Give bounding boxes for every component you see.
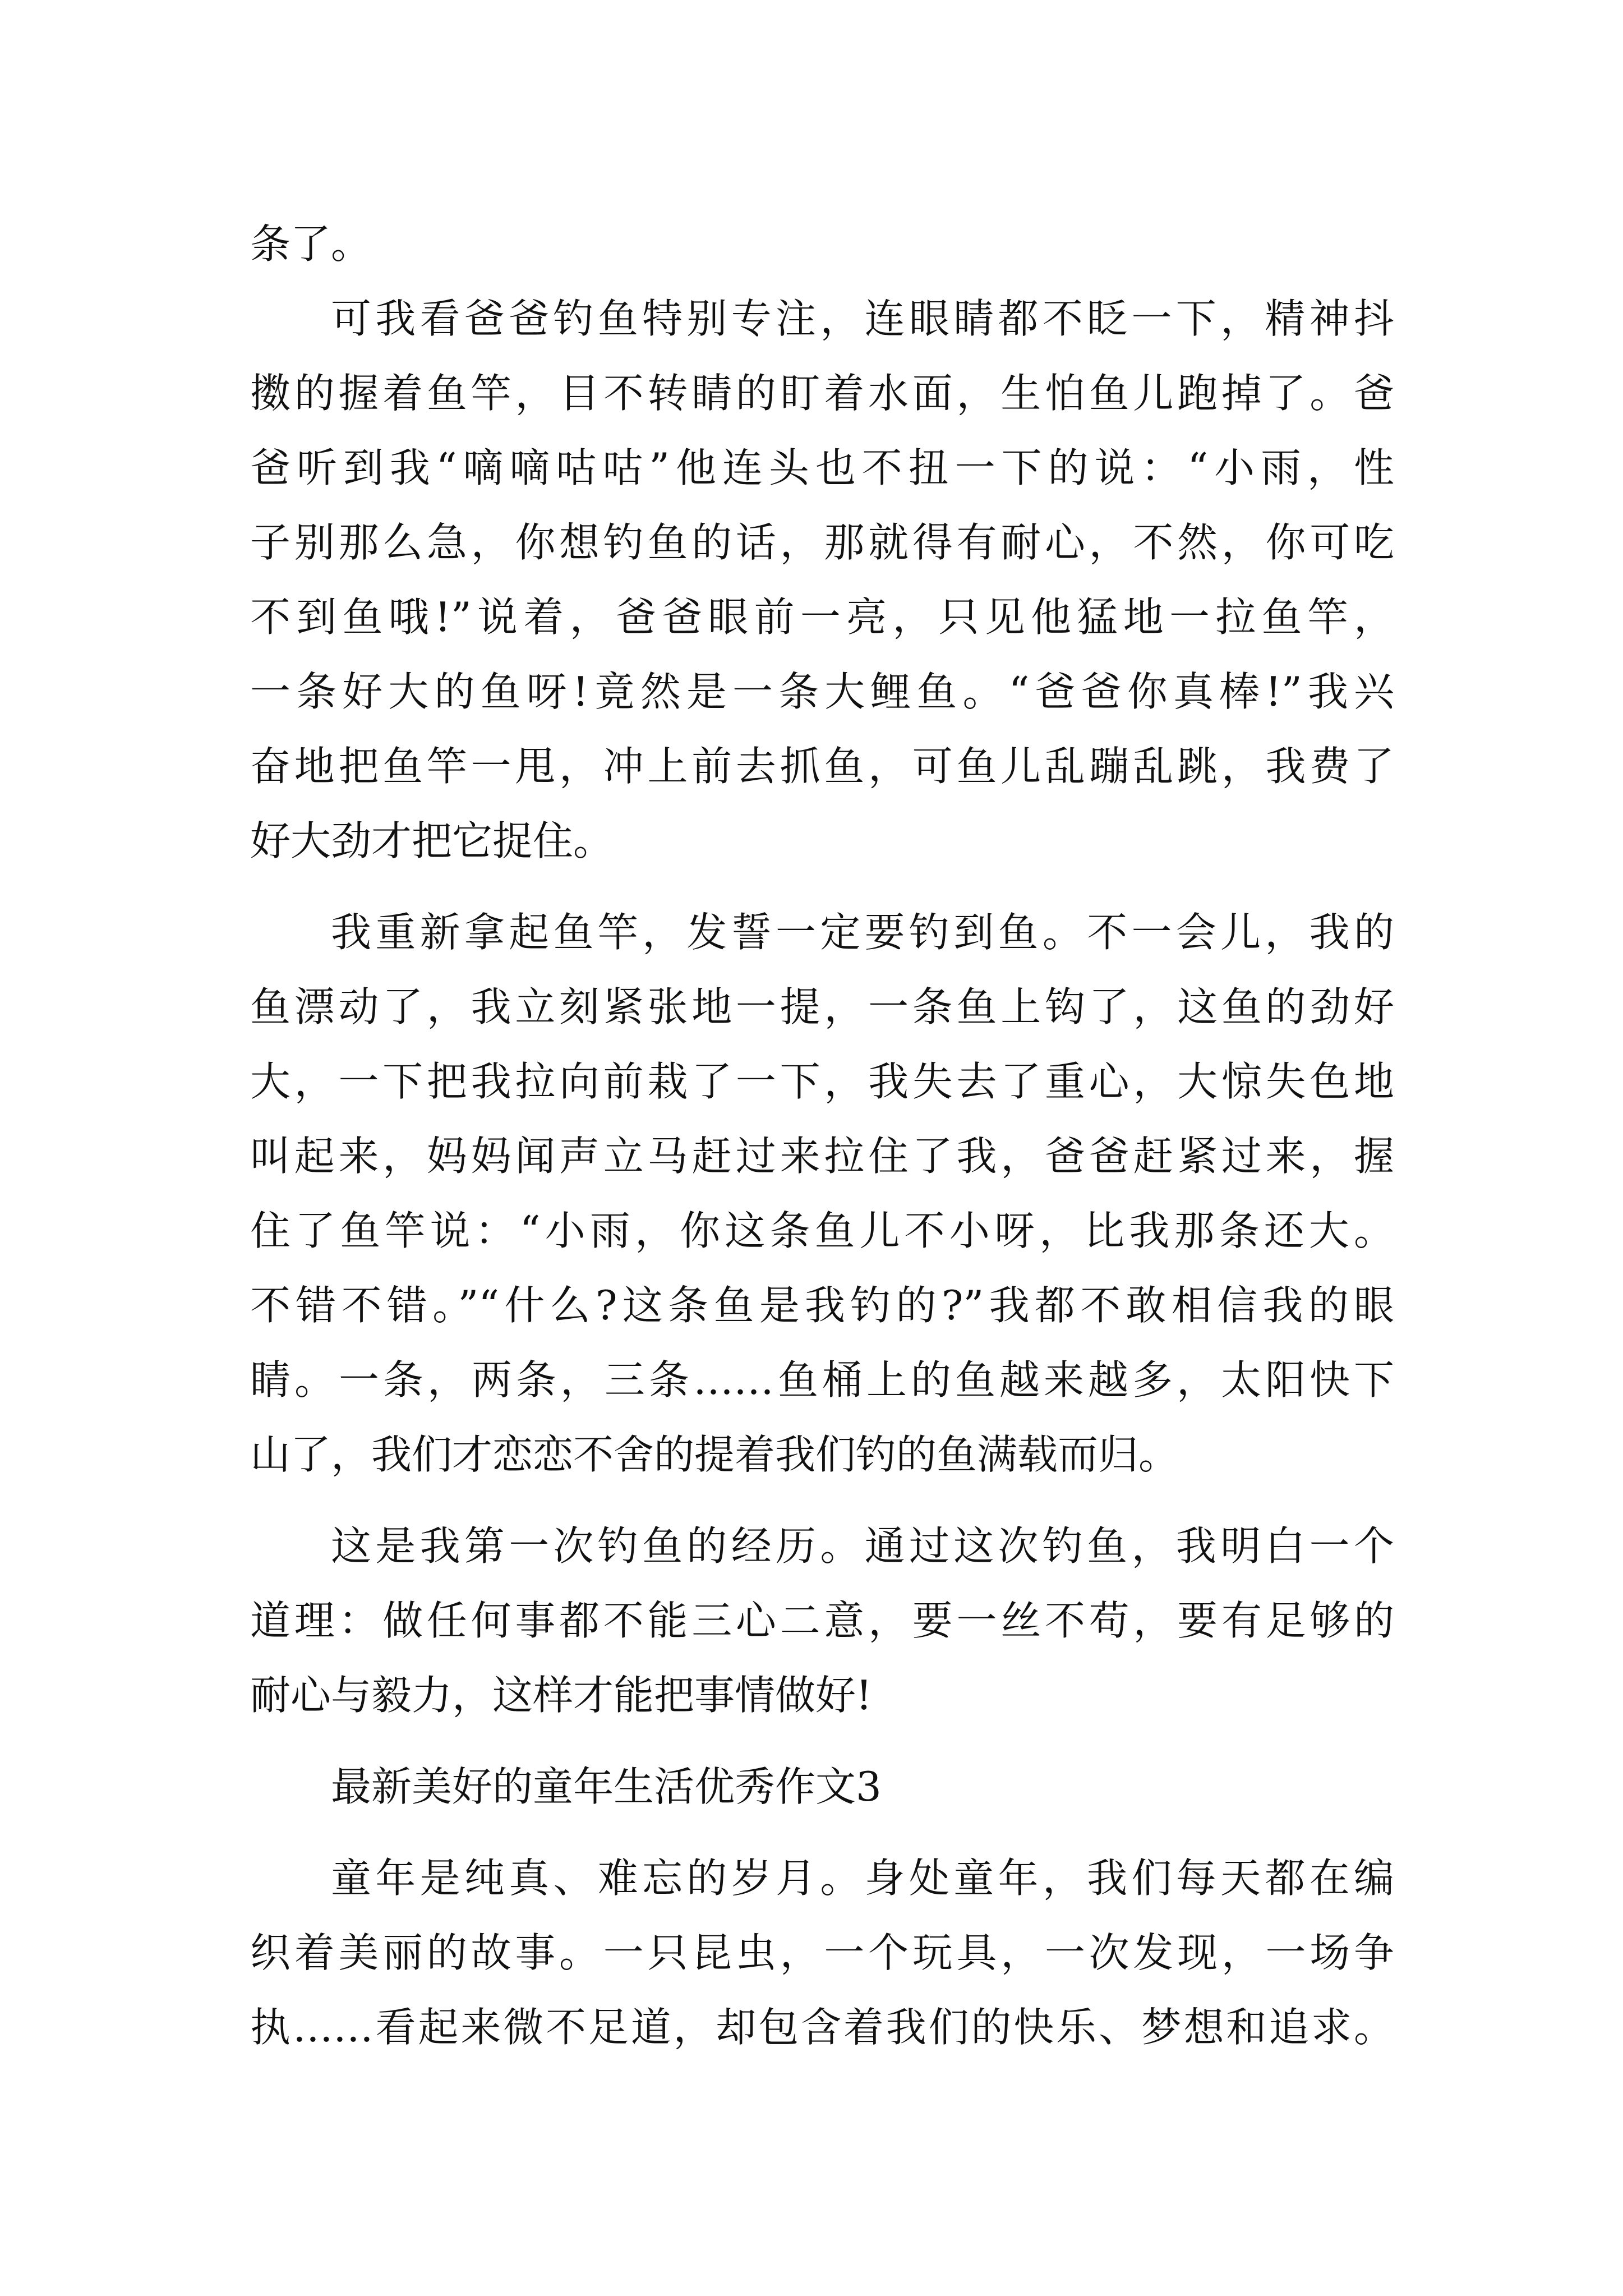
paragraph-line: 道理：做任何事都不能三心二意，要一丝不苟，要有足够的: [250, 1597, 1394, 1644]
section-heading: 最新美好的童年生活优秀作文3: [331, 1763, 882, 1810]
paragraph-line: 条了。: [250, 220, 372, 268]
paragraph-line: 童年是纯真、难忘的岁月。身处童年，我们每天都在编: [331, 1855, 1394, 1902]
paragraph-line: 住了鱼竿说：“小雨，你这条鱼儿不小呀，比我那条还大。: [250, 1207, 1394, 1254]
paragraph-line: 这是我第一次钓鱼的经历。通过这次钓鱼，我明白一个: [331, 1522, 1394, 1570]
paragraph-line: 爸听到我“嘀嘀咕咕”他连头也不扭一下的说：“小雨，性: [250, 444, 1394, 491]
paragraph-line: 不错不错。”“什么?这条鱼是我钓的?”我都不敢相信我的眼: [250, 1282, 1394, 1329]
paragraph-line: 织着美丽的故事。一只昆虫，一个玩具，一次发现，一场争: [250, 1929, 1394, 1976]
paragraph-line: 我重新拿起鱼竿，发誓一定要钓到鱼。不一会儿，我的: [331, 909, 1394, 956]
paragraph-line: 耐心与毅力，这样才能把事情做好!: [250, 1672, 872, 1719]
paragraph-line: 鱼漂动了，我立刻紧张地一提，一条鱼上钩了，这鱼的劲好: [250, 983, 1394, 1030]
paragraph-line: 大，一下把我拉向前栽了一下，我失去了重心，大惊失色地: [250, 1058, 1394, 1105]
paragraph-line: 叫起来，妈妈闻声立马赶过来拉住了我，爸爸赶紧过来，握: [250, 1133, 1394, 1180]
paragraph-line: 不到鱼哦!”说着，爸爸眼前一亮，只见他猛地一拉鱼竿，: [250, 593, 1394, 641]
paragraph-line: 奋地把鱼竿一甩，冲上前去抓鱼，可鱼儿乱蹦乱跳，我费了: [250, 743, 1394, 790]
paragraph-line: 睛。一条，两条，三条……鱼桶上的鱼越来越多，太阳快下: [250, 1356, 1394, 1404]
paragraph-line: 子别那么急，你想钓鱼的话，那就得有耐心，不然，你可吃: [250, 519, 1394, 566]
paragraph-line: 好大劲才把它捉住。: [250, 817, 614, 864]
paragraph-line: 擞的握着鱼竿，目不转睛的盯着水面，生怕鱼儿跑掉了。爸: [250, 370, 1394, 417]
paragraph-line: 可我看爸爸钓鱼特别专注，连眼睛都不眨一下，精神抖: [331, 295, 1394, 342]
paragraph-line: 执……看起来微不足道，却包含着我们的快乐、梦想和追求。: [250, 2004, 1394, 2051]
paragraph-line: 山了，我们才恋恋不舍的提着我们钓的鱼满载而归。: [250, 1431, 1179, 1478]
paragraph-line: 一条好大的鱼呀!竟然是一条大鲤鱼。“爸爸你真棒!”我兴: [250, 668, 1394, 715]
